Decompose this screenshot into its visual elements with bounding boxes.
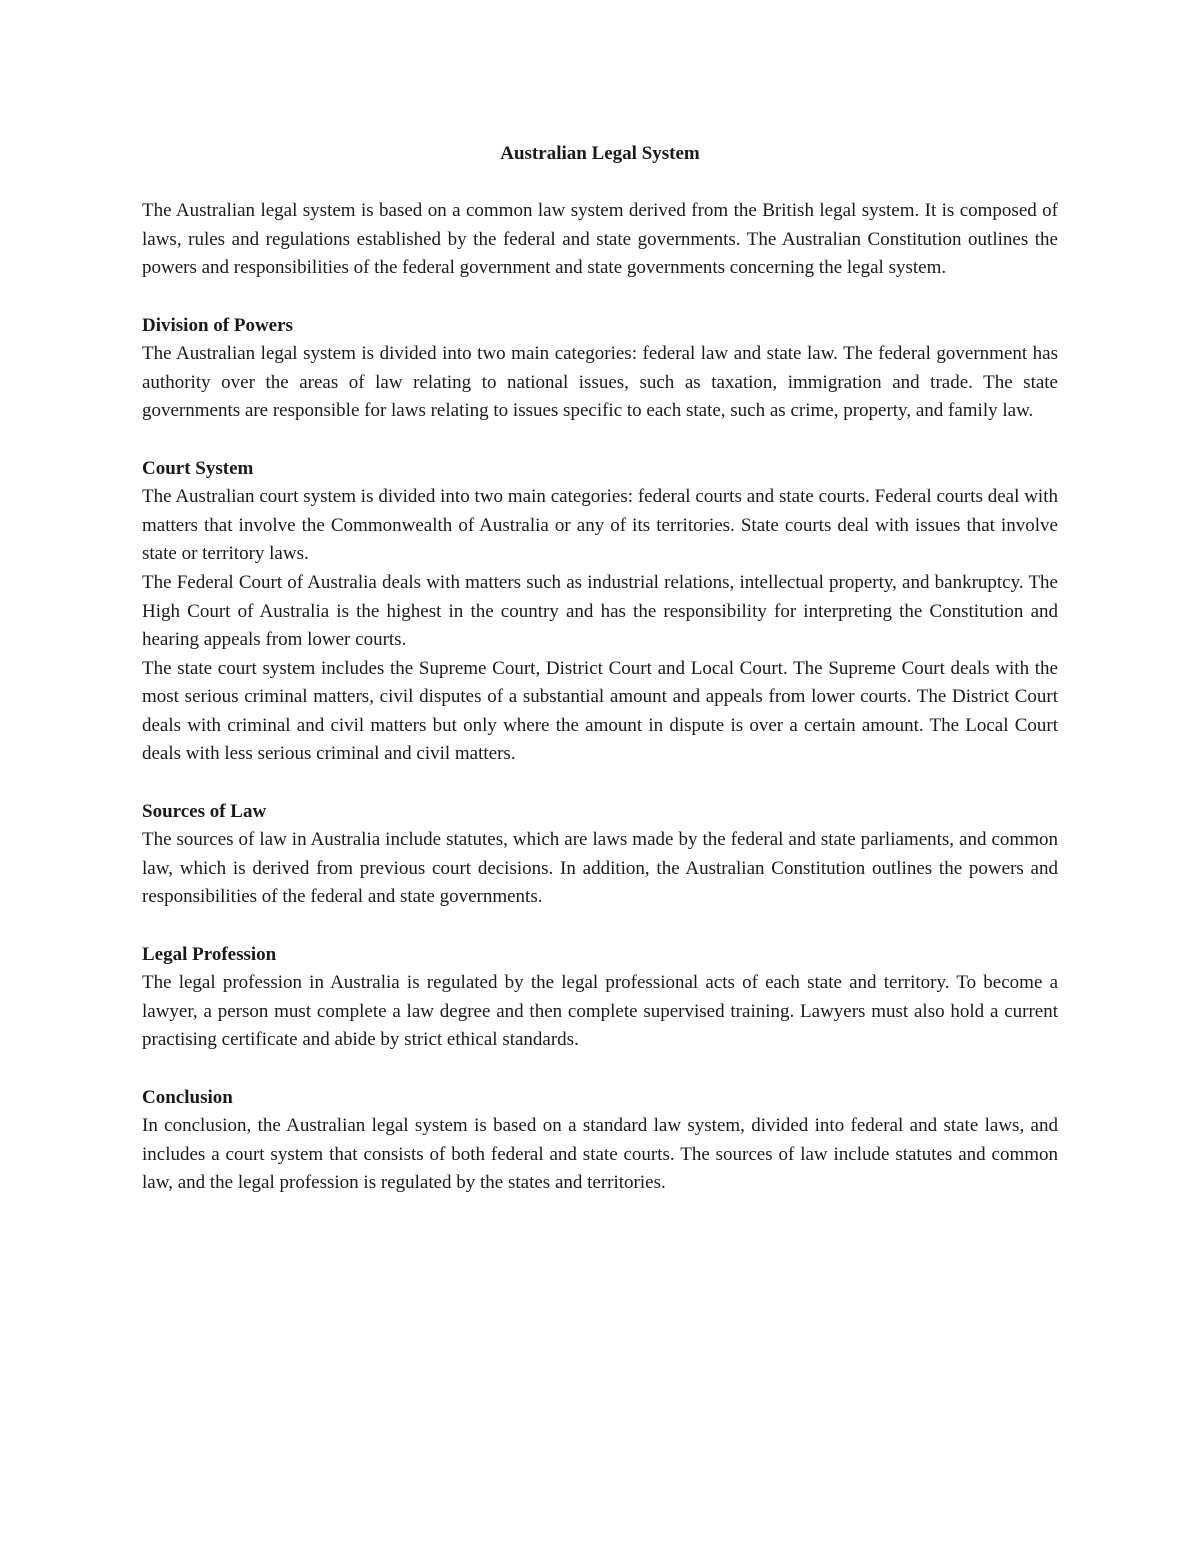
section-sources-of-law [142,798,1058,912]
section-paragraph: The Federal Court of Australia deals with matters such as industrial relations, intellectual property, and bankruptcy. The High Court of Australia is the highest in the country and has the responsibility for interpreting the Constitution and hearing appeals from lower courts. [142,571,1058,651]
document-title: Australian Legal System [500,143,700,164]
section-heading: Sources of Law [142,800,267,822]
section-conclusion [142,1084,1058,1198]
section-paragraph: The state court system includes the Supreme Court, District Court and Local Court. The Supreme Court deals with the most serious criminal matters, civil disputes of a substantial amount and appeals from lower courts. The District Court deals with criminal and civil matters but only where the amount in dispute is over a certain amount. The Local Court deals with less serious criminal and civil matters. [142,657,1058,765]
section-legal-profession [142,941,1058,1055]
section-paragraph: The sources of law in Australia include statutes, which are laws made by the federal and state parliaments, and common law, which is derived from previous court decisions. In addition, the Australian Constitution outlines the powers and responsibilities of the federal and state governments. [142,829,1058,908]
section-paragraph: The Australian court system is divided into two main categories: federal courts and state courts. Federal courts deal with matters that involve the Commonwealth of Australia or any of its territories. State courts deal with issues that involve state or territory laws. [142,486,1058,565]
section-court-system [142,455,1058,770]
section-heading: Court System [142,457,254,479]
section-paragraph: In conclusion, the Australian legal system is based on a standard law system, divided into federal and state laws, and includes a court system that consists of both federal and state courts. The sources of law include statutes and common law, and the legal profession is regulated by the states and territories. [142,1115,1058,1194]
section-heading: Legal Profession [142,943,277,965]
section-heading: Conclusion [142,1086,233,1108]
section-paragraph: The Australian legal system is divided into two main categories: federal law and state law. The federal government has authority over the areas of law relating to national issues, such as taxation, immigration and trade. The state governments are responsible for laws relating to issues specific to each state, such as crime, property, and family law. [142,343,1058,422]
section-division-of-powers [142,312,1058,426]
intro-paragraph: The Australian legal system is based on a common law system derived from the British legal system. It is composed of laws, rules and regulations established by the federal and state governments. The Australian Constitution outlines the powers and responsibilities of the federal government and state governments concerning the legal system. [142,200,1058,279]
section-paragraph: The legal profession in Australia is regulated by the legal professional acts of each state and territory. To become a lawyer, a person must complete a law degree and then complete supervised training. Lawyers must also hold a current practising certificate and abide by strict ethical standards. [142,972,1058,1051]
section-heading: Division of Powers [142,314,293,336]
document-page [142,140,1058,1198]
